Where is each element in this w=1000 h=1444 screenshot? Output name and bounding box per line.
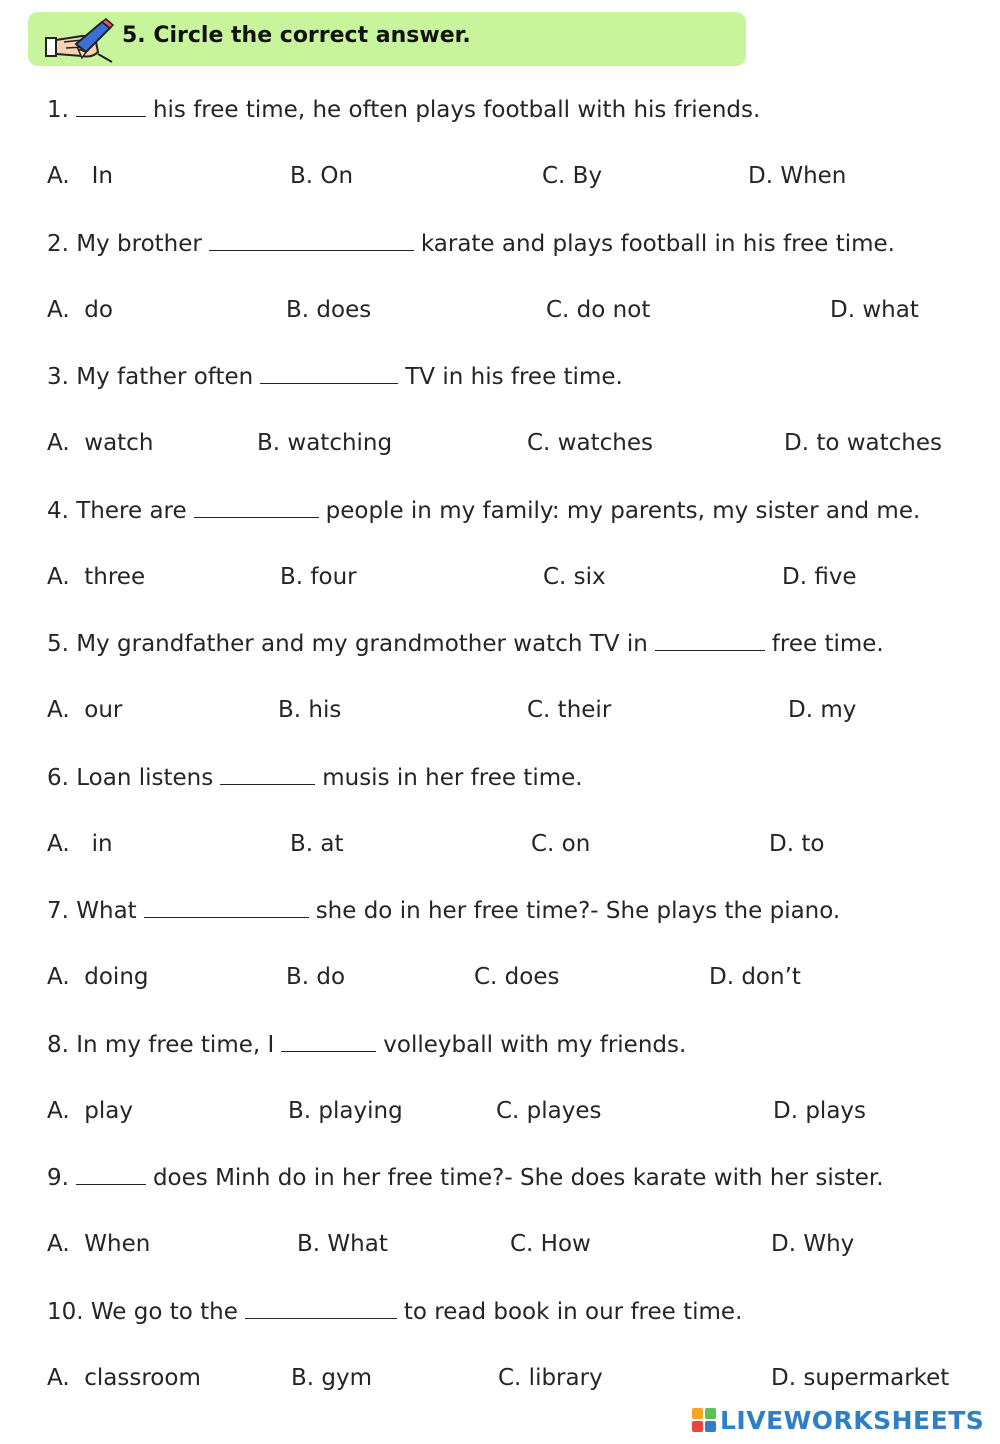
answer-option-d[interactable]: D. five (782, 563, 857, 590)
question-10 (47, 1298, 742, 1325)
writing-hand-icon (42, 18, 116, 64)
answer-option-c[interactable]: C. on (531, 830, 591, 857)
answer-option-b[interactable]: B. On (290, 163, 354, 189)
answer-option-a[interactable]: A. classroom (47, 1364, 201, 1391)
logo-text: LIVEWORKSHEETS (720, 1405, 985, 1435)
question-9 (47, 1164, 884, 1191)
answer-option-d[interactable]: D. plays (773, 1097, 867, 1124)
answer-option-d[interactable]: D. Why (771, 1231, 855, 1257)
question-2 (47, 230, 895, 257)
answer-option-c[interactable]: C. do not (546, 296, 651, 323)
question-text-after: free time. (771, 631, 884, 657)
answer-option-b[interactable]: B. playing (288, 1097, 403, 1124)
answer-blank[interactable] (76, 96, 146, 117)
section-header (28, 12, 746, 66)
answer-blank[interactable] (655, 630, 765, 651)
question-text-after: people in my family: my parents, my sister and me. (325, 497, 921, 524)
question-text-after: to read book in our free time. (403, 1298, 743, 1325)
answer-option-d[interactable]: D. to (769, 830, 825, 857)
question-4 (47, 497, 920, 524)
answer-blank[interactable] (260, 363, 398, 384)
answer-blank[interactable] (209, 230, 414, 251)
question-1 (47, 96, 760, 123)
answer-option-b[interactable]: B. his (278, 697, 342, 723)
question-text-after: karate and plays football in his free time. (420, 230, 895, 257)
answer-option-b[interactable]: B. at (290, 830, 344, 857)
answer-option-a[interactable]: A. three (47, 563, 146, 590)
answer-option-a[interactable]: A. In (47, 163, 113, 189)
question-text-before: 6. Loan listens (47, 764, 214, 791)
answer-blank[interactable] (245, 1298, 397, 1319)
question-text-after: she do in her free time?- She plays the piano. (315, 898, 841, 924)
answer-option-a[interactable]: A. watch (47, 430, 154, 456)
answer-blank[interactable] (144, 897, 309, 918)
question-text-after: does Minh do in her free time?- She does karate with her sister. (152, 1165, 884, 1191)
liveworksheets-logo-icon (690, 1406, 718, 1434)
answer-option-c[interactable]: C. does (474, 964, 560, 990)
section-title: 5. Circle the correct answer. (122, 23, 471, 48)
question-text-after: TV in his free time. (405, 364, 623, 390)
answer-option-c[interactable]: C. six (543, 563, 606, 590)
answer-option-b[interactable]: B. four (280, 563, 357, 590)
answer-blank[interactable] (220, 764, 315, 785)
question-text-before: 4. There are (47, 497, 187, 524)
answer-option-a[interactable]: A. do (47, 296, 113, 323)
question-text-before: 10. We go to the (47, 1298, 238, 1325)
question-8 (47, 1031, 686, 1058)
question-text-after: volleyball with my friends. (383, 1031, 687, 1058)
answer-option-b[interactable]: B. watching (257, 430, 393, 456)
question-text-before: 2. My brother (47, 230, 202, 257)
answer-option-a[interactable]: A. doing (47, 964, 149, 990)
answer-option-c[interactable]: C. By (542, 163, 603, 189)
answer-option-d[interactable]: D. When (748, 163, 847, 189)
answer-option-c[interactable]: C. How (510, 1231, 591, 1257)
question-text-after: musis in her free time. (322, 764, 583, 791)
answer-option-d[interactable]: D. don’t (709, 964, 801, 990)
answer-option-c[interactable]: C. their (527, 697, 612, 723)
question-5 (47, 630, 884, 657)
answer-option-a[interactable]: A. play (47, 1097, 133, 1124)
answer-option-b[interactable]: B. gym (291, 1364, 373, 1391)
answer-blank[interactable] (76, 1164, 146, 1185)
answer-option-c[interactable]: C. playes (496, 1097, 602, 1124)
answer-option-b[interactable]: B. does (286, 296, 372, 323)
answer-option-c[interactable]: C. library (498, 1364, 603, 1391)
answer-blank[interactable] (194, 497, 319, 518)
answer-option-d[interactable]: D. what (830, 296, 919, 323)
answer-option-a[interactable]: A. in (47, 830, 113, 857)
question-text-before: 5. My grandfather and my grandmother watch TV in (47, 631, 648, 657)
answer-option-d[interactable]: D. my (788, 697, 857, 723)
question-text-before: 8. In my free time, I (47, 1031, 275, 1058)
question-6 (47, 764, 583, 791)
answer-option-a[interactable]: A. When (47, 1231, 151, 1257)
question-text-before: 1. (47, 97, 69, 123)
question-text-before: 3. My father often (47, 364, 254, 390)
question-3 (47, 363, 623, 390)
answer-option-b[interactable]: B. What (297, 1231, 388, 1257)
answer-option-b[interactable]: B. do (286, 964, 346, 990)
question-text-before: 9. (47, 1165, 69, 1191)
question-7 (47, 897, 840, 924)
answer-option-c[interactable]: C. watches (527, 430, 653, 456)
answer-option-d[interactable]: D. to watches (784, 430, 943, 456)
answer-option-d[interactable]: D. supermarket (771, 1364, 950, 1391)
question-text-before: 7. What (47, 898, 137, 924)
answer-option-a[interactable]: A. our (47, 697, 123, 723)
answer-blank[interactable] (281, 1031, 376, 1052)
liveworksheets-logo (690, 1404, 984, 1436)
question-text-after: his free time, he often plays football with his friends. (152, 97, 761, 123)
